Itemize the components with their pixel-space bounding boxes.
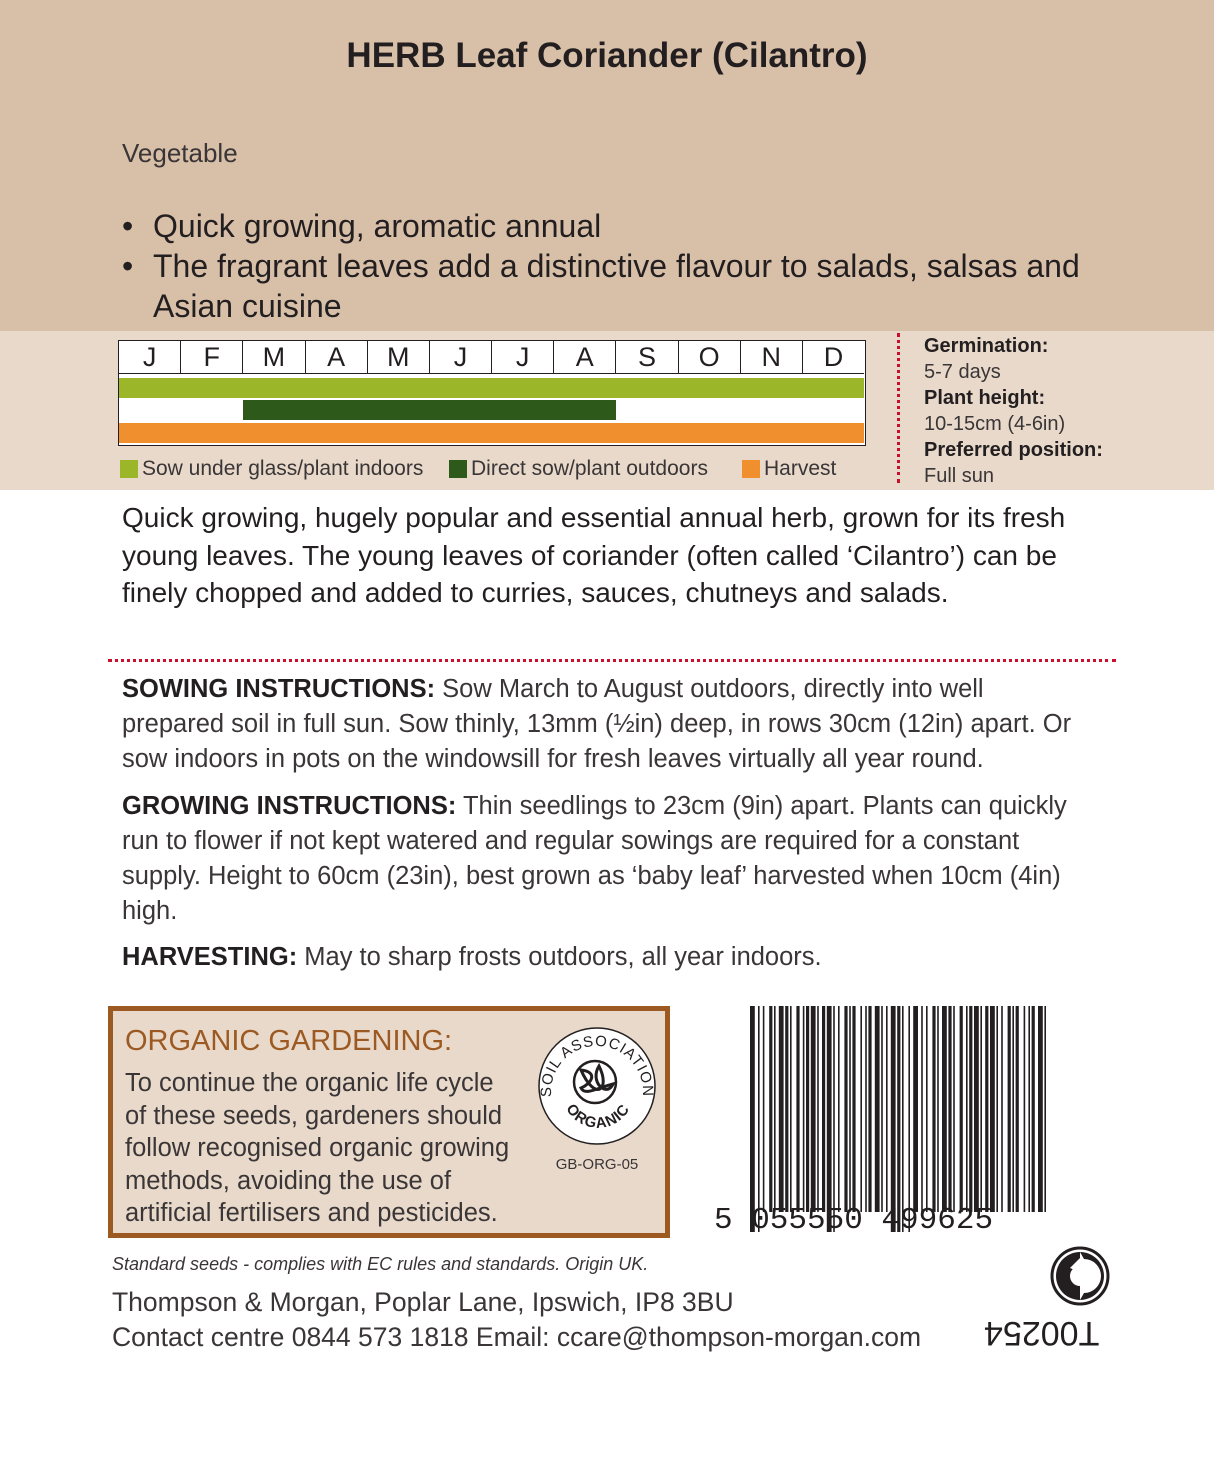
product-code: T00254 xyxy=(984,1314,1100,1352)
organic-text: To continue the organic life cycle of these seeds, gardeners should follow recognised organic growing methods, avoiding the use of artificial fertilisers and pesticides. xyxy=(125,1069,510,1227)
harvesting-text: May to sharp frosts outdoors, all year indoors. xyxy=(297,943,822,971)
sowing-heading: SOWING INSTRUCTIONS: xyxy=(122,675,436,703)
barcode-bar xyxy=(1016,1006,1019,1212)
barcode-bar xyxy=(891,1006,896,1232)
harvesting-heading: HARVESTING: xyxy=(122,943,298,971)
barcode-bar xyxy=(953,1006,955,1212)
product-title: HERB Leaf Coriander (Cilantro) xyxy=(346,36,868,75)
barcode-bar xyxy=(790,1006,792,1212)
barcode-bar xyxy=(942,1006,947,1212)
barcode-bar xyxy=(860,1006,862,1212)
legend-swatch xyxy=(742,460,760,478)
height-value: 10-15cm (4-6in) xyxy=(924,413,1066,435)
month-cell: A xyxy=(305,341,367,373)
legend-swatch xyxy=(120,460,138,478)
barcode-bar xyxy=(750,1006,755,1232)
barcode-bar xyxy=(948,1006,951,1212)
organic-cert-code: GB-ORG-05 xyxy=(555,1156,639,1173)
barcode-bar xyxy=(833,1006,835,1232)
barcode-bar xyxy=(875,1006,880,1212)
barcode-bar xyxy=(774,1006,776,1212)
barcode-bar xyxy=(969,1006,972,1212)
position-label: Preferred position: xyxy=(924,439,1103,461)
barcode-number: 5 055550 499625 xyxy=(714,1203,994,1238)
barcode-bar xyxy=(897,1006,900,1232)
sowing-instructions xyxy=(122,672,1082,777)
feature-bullet: • The fragrant leaves add a distinctive flavour to salads, salsas and Asian cuisine xyxy=(122,248,1080,324)
bullet-dot-icon: • xyxy=(122,208,134,244)
month-cell: O xyxy=(678,341,740,373)
organic-title: ORGANIC GARDENING: xyxy=(125,1025,453,1057)
sowing-calendar xyxy=(118,340,866,446)
soil-association-logo-icon xyxy=(537,1026,657,1146)
barcode-bar xyxy=(865,1006,867,1212)
standard-seeds-note: Standard seeds - complies with EC rules and standards. Origin UK. xyxy=(112,1254,649,1274)
calendar-months xyxy=(119,341,864,374)
barcode-bar xyxy=(1044,1006,1046,1212)
feature-bullet: • Quick growing, aromatic annual xyxy=(122,208,602,244)
barcode-bar xyxy=(817,1006,819,1212)
barcode-bar xyxy=(758,1006,760,1232)
barcode-bar xyxy=(827,1006,832,1232)
month-cell: F xyxy=(180,341,242,373)
barcode-bar xyxy=(926,1006,928,1212)
barcode-bar xyxy=(1012,1006,1014,1212)
category-label: Vegetable xyxy=(122,138,238,168)
barcode-bar xyxy=(886,1006,888,1212)
barcode-bar xyxy=(796,1006,799,1212)
organic-gardening-box xyxy=(108,1006,670,1238)
growing-stats xyxy=(924,333,1214,489)
barcode-bar xyxy=(908,1006,910,1232)
month-cell: J xyxy=(491,341,553,373)
company-address: Thompson & Morgan, Poplar Lane, Ipswich, IP8 3BU xyxy=(112,1287,734,1317)
svg-text:ORGANIC: ORGANIC xyxy=(562,1100,634,1133)
barcode-bar xyxy=(1032,1006,1035,1212)
barcode-bar xyxy=(779,1006,784,1212)
barcode-bar xyxy=(852,1006,855,1212)
barcode-bar xyxy=(803,1006,805,1212)
barcode-bar xyxy=(921,1006,923,1212)
month-cell: J xyxy=(142,342,157,372)
barcode-bar xyxy=(838,1006,840,1212)
barcode-bar xyxy=(785,1006,788,1212)
barcode-bar xyxy=(980,1006,982,1212)
sowing-text: Sow March to August outdoors, directly into well prepared soil in full sun. Sow thinly, 13mm (½in) deep, in rows 30cm (12in) apart. Or sow indoors in pots on the windowsill for fresh leaves virtually all year round. xyxy=(122,675,1072,773)
growing-text: Thin seedlings to 23cm (9in) apart. Plants can quickly run to flower if not kept watered and regular sowings are required for a constant supply. Height to 60cm (23in), best grown as ‘baby leaf’ harvested when 10cm (4in) high. xyxy=(122,792,1067,925)
barcode-bar xyxy=(966,1006,968,1212)
barcode-bar xyxy=(1024,1006,1026,1212)
barcode-bar xyxy=(990,1006,995,1212)
barcode-bar xyxy=(1028,1006,1030,1212)
germination-value: 5-7 days xyxy=(924,361,1001,383)
barcode-bar xyxy=(1008,1006,1011,1212)
svg-text:SOIL ASSOCIATION: SOIL ASSOCIATION xyxy=(537,1032,657,1098)
month-cell: D xyxy=(802,341,864,373)
germination-label: Germination: xyxy=(924,335,1049,357)
barcode-bar xyxy=(811,1006,816,1212)
month-cell: N xyxy=(740,341,802,373)
bar-direct-sow xyxy=(243,400,616,420)
growing-heading: GROWING INSTRUCTIONS: xyxy=(122,792,457,820)
month-cell: M xyxy=(242,341,304,373)
barcode-bar xyxy=(1038,1006,1043,1212)
barcode-bar xyxy=(937,1006,939,1212)
barcode-bar xyxy=(881,1006,883,1212)
barcode-bar xyxy=(913,1006,918,1212)
barcode-bar xyxy=(806,1006,809,1212)
harvesting-instructions xyxy=(122,940,1082,975)
product-description: Quick growing, hugely popular and essential annual herb, grown for its fresh young leaves. The young leaves of coriander (often called ‘Cilantro’) can be finely chopped and added to curries, sauces, chutneys and salads. xyxy=(122,502,1066,608)
month-cell: J xyxy=(429,341,491,373)
barcode-bar xyxy=(1001,1006,1003,1212)
barcode-bar xyxy=(960,1006,963,1212)
bar-sow-under-glass xyxy=(119,378,864,398)
barcode-bar xyxy=(985,1006,988,1212)
barcode-bar xyxy=(822,1006,825,1212)
month-cell: M xyxy=(367,341,429,373)
bullet-dot-icon: • xyxy=(122,248,134,284)
barcode-bar xyxy=(902,1006,904,1232)
month-cell: S xyxy=(615,341,677,373)
barcode-bar xyxy=(996,1006,998,1212)
contact-line: Contact centre 0844 573 1818 Email: ccare@thompson-morgan.com xyxy=(112,1322,922,1352)
feature-bullets xyxy=(122,206,1122,326)
green-dot-recycle-icon xyxy=(1050,1246,1110,1306)
position-value: Full sun xyxy=(924,465,995,487)
barcode-bar xyxy=(932,1006,935,1212)
legend-swatch xyxy=(449,460,467,478)
dotted-divider-horizontal xyxy=(108,659,1116,663)
bar-harvest xyxy=(119,423,864,443)
barcode-bar xyxy=(769,1006,772,1212)
growing-instructions xyxy=(122,789,1082,929)
barcode-bar xyxy=(868,1006,871,1212)
month-cell: A xyxy=(553,341,615,373)
barcode-bar xyxy=(844,1006,847,1212)
barcode-bar xyxy=(974,1006,979,1212)
barcode-bar xyxy=(763,1006,765,1212)
barcode-bar xyxy=(849,1006,851,1212)
dotted-divider-vertical xyxy=(897,333,901,483)
height-label: Plant height: xyxy=(924,387,1046,409)
